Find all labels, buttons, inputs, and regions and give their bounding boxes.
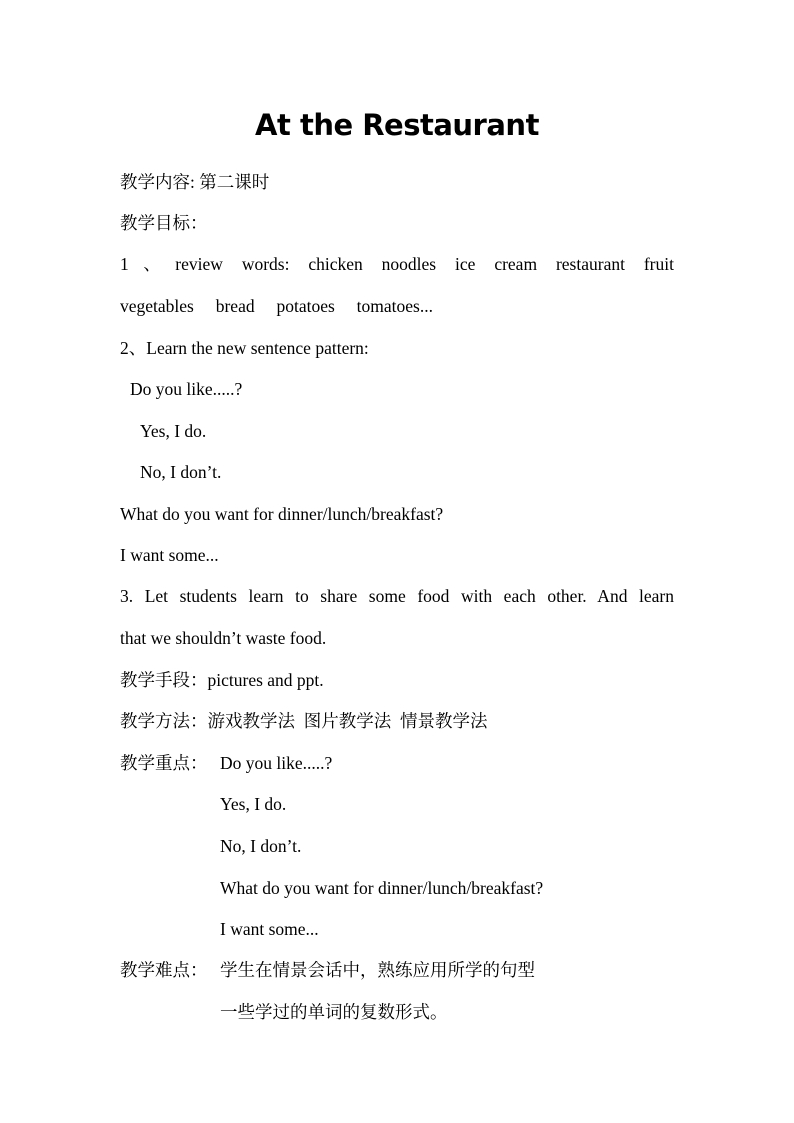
key-point-3: No, I don’t. xyxy=(220,836,302,856)
difficulty-2: 一些学过的单词的复数形式。 xyxy=(220,1002,448,1022)
means-label: 教学手段： xyxy=(120,670,208,690)
methods-label: 教学方法： xyxy=(120,711,208,731)
objective-3-line-1: 3. Let students learn to share some food with each other. And learn xyxy=(120,586,674,606)
objectives-label: 教学目标： xyxy=(120,213,208,233)
objective-1-line-1: 1、review words: chicken noodles ice cream restaurant fruit xyxy=(120,254,674,274)
pattern-yes: Yes, I do. xyxy=(140,421,207,441)
difficulties-label: 教学难点： xyxy=(120,960,208,980)
means-value: pictures and ppt. xyxy=(207,670,324,690)
objective-2: 2、Learn the new sentence pattern: xyxy=(120,338,369,358)
content-label: 教学内容: xyxy=(120,172,195,192)
means-line xyxy=(120,668,324,692)
key-point-5: I want some... xyxy=(220,919,319,939)
key-point-2: Yes, I do. xyxy=(220,794,287,814)
pattern-want-question: What do you want for dinner/lunch/breakfast? xyxy=(120,504,444,524)
difficulty-1: 学生在情景会话中，熟练应用所学的句型 xyxy=(220,960,535,980)
methods-line xyxy=(120,709,488,733)
content-value: 第二课时 xyxy=(199,172,270,192)
content-line xyxy=(120,170,269,194)
key-point-4: What do you want for dinner/lunch/breakfast? xyxy=(220,878,544,898)
key-points-label: 教学重点： xyxy=(120,753,208,773)
objective-1-line-2: vegetables bread potatoes tomatoes... xyxy=(120,296,433,316)
methods-value: 游戏教学法 图片教学法 情景教学法 xyxy=(207,711,488,731)
page-title: At the Restaurant xyxy=(255,108,539,142)
pattern-want-answer: I want some... xyxy=(120,545,219,565)
pattern-no: No, I don’t. xyxy=(140,462,222,482)
pattern-question: Do you like.....? xyxy=(130,379,243,399)
key-point-1: Do you like.....? xyxy=(220,753,333,773)
objective-3-line-2: that we shouldn’t waste food. xyxy=(120,628,327,648)
